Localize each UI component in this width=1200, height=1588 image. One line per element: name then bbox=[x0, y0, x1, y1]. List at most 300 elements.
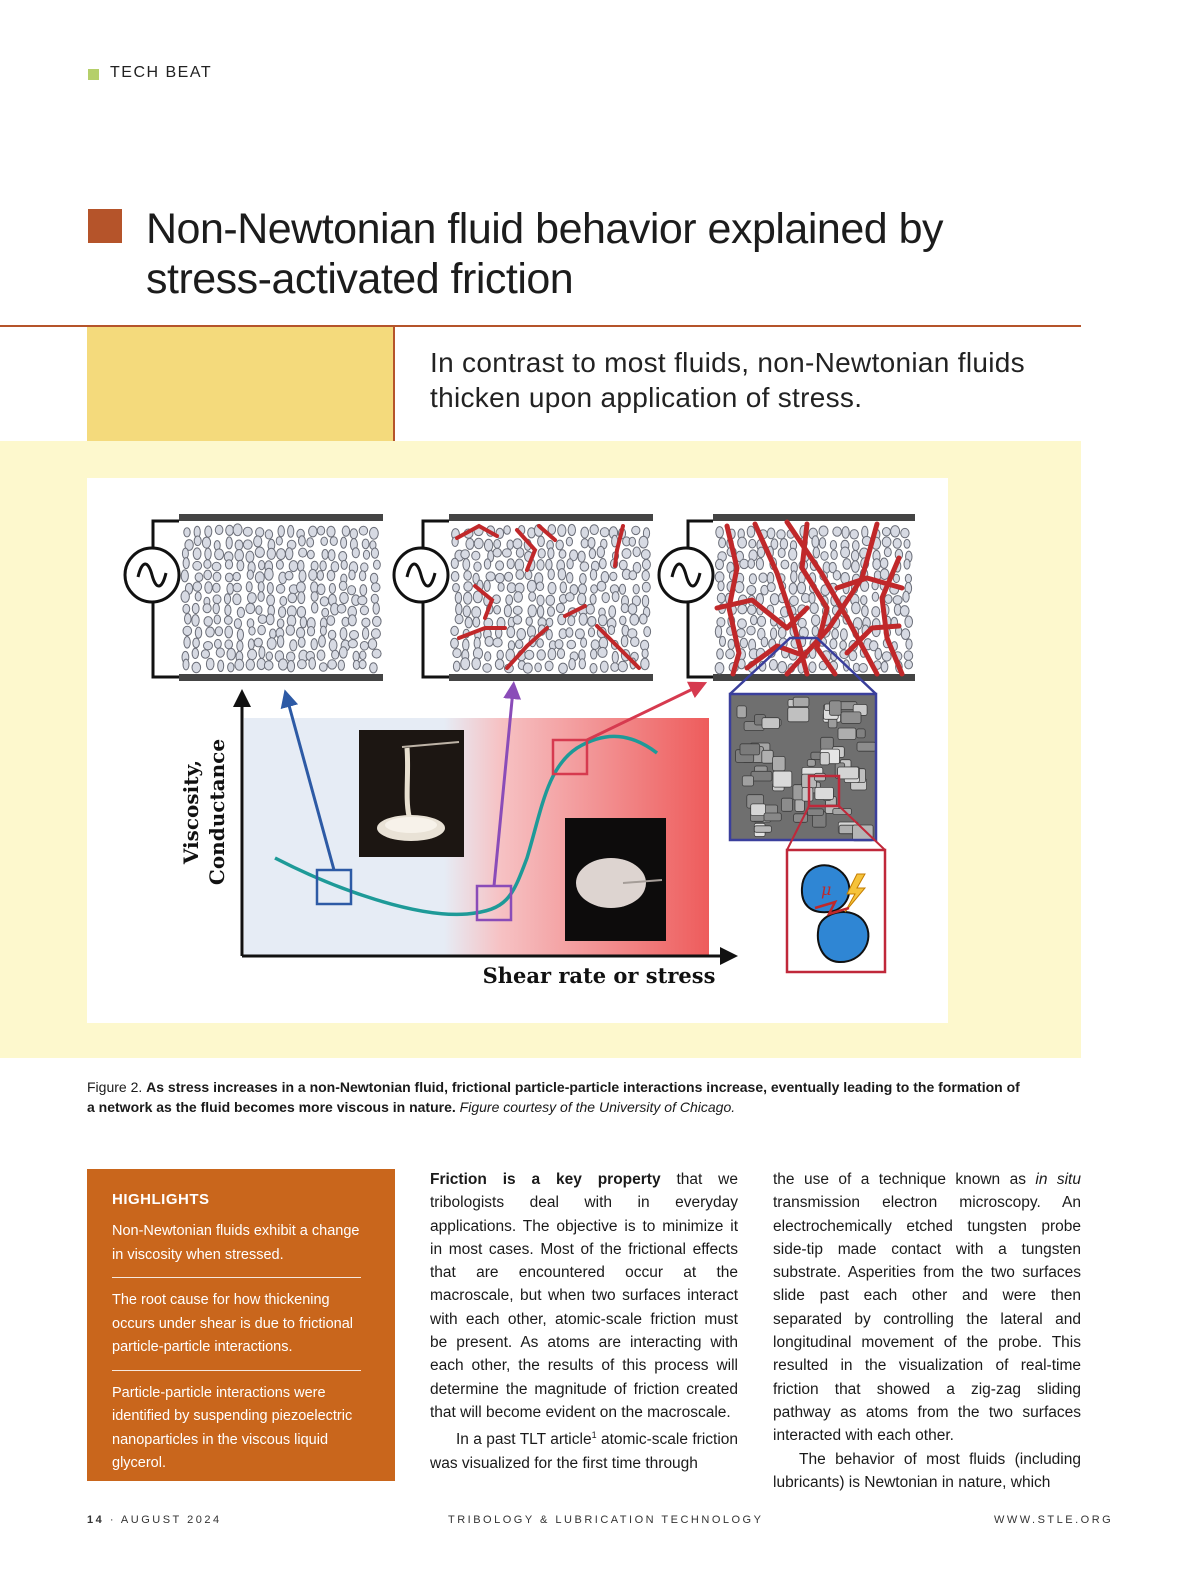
ac-source-icon bbox=[394, 548, 448, 602]
particle bbox=[749, 574, 756, 584]
particle bbox=[451, 626, 459, 635]
particle bbox=[225, 605, 231, 616]
caption-credit: Figure courtesy of the University of Chicago. bbox=[459, 1099, 736, 1115]
particle bbox=[300, 617, 306, 628]
particle bbox=[548, 569, 554, 580]
particle bbox=[581, 638, 587, 647]
particle bbox=[194, 536, 201, 546]
particle bbox=[528, 605, 536, 617]
page-number: 14 bbox=[87, 1514, 105, 1526]
particle bbox=[361, 563, 368, 572]
particle bbox=[246, 603, 255, 613]
particle bbox=[339, 581, 347, 590]
particle bbox=[575, 629, 584, 639]
particle bbox=[234, 619, 241, 629]
sem-grain bbox=[751, 771, 772, 781]
particle bbox=[893, 596, 902, 605]
particle bbox=[235, 550, 244, 562]
particle bbox=[464, 592, 472, 604]
section-marker bbox=[88, 69, 99, 80]
particle bbox=[464, 582, 473, 592]
particle bbox=[830, 541, 836, 550]
particle bbox=[233, 572, 240, 580]
particle bbox=[600, 528, 609, 537]
particle bbox=[349, 570, 355, 580]
particle bbox=[579, 613, 587, 625]
particle bbox=[535, 663, 542, 672]
particle bbox=[341, 537, 347, 548]
particle bbox=[237, 560, 244, 571]
particle bbox=[193, 561, 202, 570]
particle bbox=[328, 630, 335, 639]
particle bbox=[359, 526, 367, 535]
particle bbox=[507, 540, 513, 549]
particle bbox=[362, 539, 369, 549]
particle bbox=[813, 547, 819, 558]
particle bbox=[453, 661, 460, 671]
particle bbox=[206, 627, 215, 637]
particle bbox=[184, 528, 190, 537]
particle bbox=[215, 525, 223, 534]
particle bbox=[515, 559, 524, 571]
particle bbox=[590, 664, 597, 674]
particle bbox=[255, 572, 264, 584]
particle bbox=[809, 662, 816, 673]
particle bbox=[212, 562, 221, 571]
particle bbox=[493, 548, 501, 557]
particle bbox=[255, 547, 264, 557]
particle bbox=[337, 604, 346, 613]
particle bbox=[537, 595, 544, 606]
particle bbox=[370, 573, 377, 583]
particle bbox=[214, 615, 220, 624]
particle bbox=[362, 618, 370, 627]
particle bbox=[290, 640, 297, 651]
particle bbox=[537, 560, 544, 571]
footer-publication: TRIBOLOGY & LUBRICATION TECHNOLOGY bbox=[448, 1514, 764, 1526]
particle bbox=[328, 550, 335, 561]
particle bbox=[591, 585, 598, 593]
particle bbox=[474, 538, 483, 548]
particle bbox=[329, 639, 337, 651]
particle bbox=[893, 539, 901, 549]
particle bbox=[465, 617, 472, 628]
particle bbox=[747, 626, 755, 635]
y-axis-label-2: Conductance bbox=[205, 738, 229, 886]
particle bbox=[560, 582, 566, 593]
particle bbox=[904, 651, 913, 661]
particle bbox=[789, 583, 797, 594]
particle bbox=[618, 661, 627, 671]
particle bbox=[529, 592, 536, 601]
article-deck: In contrast to most fluids, non-Newtonian fluids thicken upon application of stress. bbox=[430, 347, 1025, 413]
particle bbox=[781, 560, 789, 569]
particle bbox=[740, 559, 749, 568]
particle bbox=[299, 536, 306, 546]
particle bbox=[859, 664, 867, 673]
particle bbox=[590, 594, 596, 604]
particle bbox=[789, 548, 797, 560]
particle bbox=[493, 638, 502, 647]
particle bbox=[831, 550, 837, 559]
particle bbox=[182, 548, 188, 559]
particle bbox=[715, 572, 724, 582]
particle bbox=[777, 530, 785, 539]
particle bbox=[821, 552, 828, 561]
particle bbox=[258, 582, 264, 592]
particle bbox=[192, 603, 199, 613]
particle bbox=[368, 639, 376, 650]
particle bbox=[904, 539, 910, 548]
particle bbox=[297, 628, 305, 638]
particle bbox=[715, 626, 721, 638]
particle bbox=[286, 548, 293, 560]
particle bbox=[841, 629, 848, 641]
particle bbox=[327, 526, 335, 537]
body-paragraph: In a past TLT article$^1$ atomic-scale friction was visualized for the first time through bbox=[430, 1430, 739, 1472]
particle bbox=[254, 536, 262, 547]
body-paragraph: The behavior of most fluids (including lubricants) is Newtonian in nature, which bbox=[773, 1450, 1081, 1491]
highlights-title: HIGHLIGHTS bbox=[112, 1191, 210, 1208]
particle bbox=[279, 607, 286, 618]
particle bbox=[717, 593, 725, 603]
particle bbox=[233, 583, 241, 592]
particle bbox=[321, 537, 328, 545]
particle bbox=[875, 648, 882, 659]
particle bbox=[597, 546, 604, 557]
particle bbox=[205, 548, 211, 560]
particle bbox=[631, 637, 639, 646]
particle bbox=[906, 639, 912, 649]
particle bbox=[317, 571, 323, 581]
particle bbox=[797, 582, 805, 593]
title-square bbox=[88, 209, 122, 243]
figure-caption bbox=[87, 1077, 1027, 1117]
particle bbox=[213, 572, 221, 581]
particle bbox=[322, 550, 328, 560]
particle bbox=[320, 597, 328, 606]
particle bbox=[905, 574, 911, 583]
particle bbox=[267, 638, 276, 650]
particle bbox=[463, 639, 469, 651]
sem-grain bbox=[815, 787, 834, 799]
particle bbox=[812, 615, 820, 626]
particle bbox=[567, 559, 573, 569]
particle bbox=[759, 573, 767, 582]
particle bbox=[185, 614, 192, 625]
particle bbox=[246, 659, 254, 670]
particle bbox=[193, 638, 200, 648]
particle bbox=[629, 571, 637, 580]
particle bbox=[213, 603, 219, 614]
particle bbox=[371, 583, 380, 592]
particle bbox=[371, 548, 378, 558]
sem-grain bbox=[807, 809, 823, 816]
particle bbox=[556, 540, 563, 550]
particle bbox=[628, 604, 637, 615]
particle bbox=[756, 558, 763, 570]
particle bbox=[183, 558, 189, 569]
low-shear-photo bbox=[359, 730, 464, 857]
sem-grain bbox=[751, 804, 766, 816]
sem-grain bbox=[742, 776, 753, 786]
particle bbox=[267, 548, 275, 559]
particle bbox=[456, 603, 462, 615]
particle bbox=[363, 550, 369, 559]
particle bbox=[600, 661, 608, 672]
particle bbox=[213, 583, 220, 592]
particle bbox=[536, 582, 543, 591]
particle bbox=[718, 581, 724, 591]
particle bbox=[901, 528, 909, 537]
particle bbox=[589, 549, 595, 559]
particle bbox=[578, 593, 586, 605]
particle bbox=[371, 629, 380, 639]
particle bbox=[327, 570, 335, 580]
particle bbox=[880, 569, 889, 580]
particle bbox=[358, 596, 367, 605]
particle bbox=[621, 604, 628, 613]
particle bbox=[181, 570, 188, 582]
particle bbox=[248, 639, 254, 650]
particle bbox=[608, 626, 614, 635]
particle bbox=[904, 559, 910, 569]
particle bbox=[830, 639, 837, 649]
particle bbox=[538, 549, 545, 558]
particle bbox=[215, 549, 224, 560]
particle bbox=[819, 538, 825, 549]
sem-grain bbox=[821, 737, 834, 750]
particle bbox=[630, 614, 639, 625]
particle bbox=[853, 541, 860, 551]
particle bbox=[472, 607, 481, 618]
particle bbox=[798, 618, 806, 627]
particle bbox=[644, 627, 651, 637]
particle bbox=[566, 537, 572, 546]
particle bbox=[619, 560, 627, 570]
particle bbox=[227, 648, 235, 660]
particle bbox=[737, 629, 746, 638]
particle bbox=[203, 604, 211, 613]
particle bbox=[498, 583, 504, 592]
sem-grain bbox=[838, 728, 856, 740]
particle bbox=[751, 615, 758, 624]
particle bbox=[590, 525, 598, 535]
particle bbox=[819, 526, 828, 536]
particle bbox=[505, 572, 513, 581]
issue-date: · AUGUST 2024 bbox=[109, 1514, 222, 1526]
highlights-box bbox=[87, 1169, 395, 1481]
particle bbox=[226, 525, 234, 535]
particle bbox=[287, 652, 295, 661]
particle bbox=[597, 581, 606, 591]
sem-grain bbox=[762, 750, 773, 763]
particle bbox=[504, 526, 511, 535]
particle bbox=[258, 592, 264, 602]
particle bbox=[546, 559, 552, 570]
sem-grain bbox=[737, 706, 746, 718]
particle bbox=[719, 538, 726, 548]
particle bbox=[267, 583, 273, 594]
particle bbox=[738, 537, 747, 548]
particle bbox=[233, 594, 241, 605]
particle bbox=[514, 592, 523, 603]
particle bbox=[840, 641, 847, 650]
particle bbox=[833, 571, 840, 580]
particle bbox=[363, 628, 369, 640]
deck-rule bbox=[393, 327, 395, 441]
particle bbox=[852, 561, 860, 573]
particle bbox=[767, 528, 775, 539]
particle bbox=[243, 540, 252, 549]
particle bbox=[791, 571, 797, 583]
particle bbox=[370, 663, 378, 673]
particle bbox=[225, 573, 233, 582]
sem-grain bbox=[807, 760, 815, 767]
sem-grain bbox=[781, 798, 792, 811]
particle bbox=[850, 530, 858, 539]
particle bbox=[884, 548, 891, 557]
particle bbox=[360, 585, 367, 596]
particle bbox=[516, 570, 524, 580]
particle bbox=[812, 536, 819, 548]
particle bbox=[374, 560, 381, 569]
particle bbox=[309, 526, 317, 537]
particle bbox=[243, 527, 252, 536]
particle bbox=[339, 647, 347, 658]
particle bbox=[286, 625, 294, 635]
particle bbox=[202, 537, 210, 548]
particle bbox=[757, 616, 765, 626]
particle bbox=[348, 640, 357, 648]
particle bbox=[224, 594, 230, 604]
particle bbox=[642, 582, 650, 592]
particle bbox=[461, 550, 470, 559]
particle bbox=[264, 661, 273, 670]
particle bbox=[330, 537, 337, 546]
particle bbox=[548, 607, 555, 617]
particle bbox=[360, 642, 368, 651]
particle bbox=[233, 524, 242, 536]
particle bbox=[288, 525, 294, 537]
particle bbox=[880, 558, 888, 568]
particle bbox=[496, 561, 504, 570]
particle bbox=[195, 627, 201, 638]
particle bbox=[525, 650, 534, 659]
particle bbox=[278, 526, 284, 537]
particle bbox=[218, 660, 224, 671]
particle bbox=[580, 562, 589, 571]
particle bbox=[780, 539, 787, 550]
footnote-reference[interactable]: 1 bbox=[591, 1430, 597, 1441]
particle bbox=[591, 640, 599, 650]
particle bbox=[598, 647, 607, 657]
particle bbox=[256, 606, 262, 615]
body-column-3 bbox=[773, 1168, 1081, 1494]
particle bbox=[228, 663, 234, 672]
particle bbox=[504, 605, 511, 617]
particle bbox=[215, 639, 222, 648]
particle bbox=[590, 569, 596, 580]
particle bbox=[579, 584, 587, 594]
particle bbox=[494, 540, 501, 549]
particle bbox=[192, 662, 201, 672]
particle bbox=[328, 660, 337, 669]
particle bbox=[526, 617, 532, 625]
particle bbox=[633, 585, 639, 594]
particle bbox=[747, 586, 756, 595]
particle bbox=[265, 568, 274, 580]
particle bbox=[507, 583, 516, 593]
particle bbox=[537, 606, 543, 618]
highlight-item: The root cause for how thickening occurs under shear is due to frictional particle-particle interactions. bbox=[112, 1289, 361, 1371]
particle bbox=[566, 628, 573, 637]
ac-source-icon bbox=[125, 548, 179, 602]
particle bbox=[309, 569, 317, 580]
particle bbox=[619, 584, 625, 594]
particle bbox=[319, 663, 327, 672]
particle bbox=[350, 631, 359, 640]
particle bbox=[297, 607, 305, 618]
particle bbox=[453, 649, 461, 658]
particle bbox=[778, 662, 787, 673]
particle bbox=[342, 526, 349, 536]
particle bbox=[464, 571, 472, 580]
particle bbox=[329, 584, 335, 594]
particle bbox=[726, 649, 735, 658]
particle bbox=[192, 615, 199, 627]
particle bbox=[497, 650, 503, 659]
particle bbox=[833, 527, 842, 536]
particle bbox=[579, 659, 585, 669]
particle bbox=[548, 548, 554, 559]
particle bbox=[193, 548, 201, 560]
particle bbox=[537, 639, 544, 648]
particle bbox=[320, 561, 326, 571]
particle bbox=[473, 617, 480, 627]
footer-website[interactable]: WWW.STLE.ORG bbox=[994, 1514, 1114, 1526]
particle bbox=[353, 651, 359, 661]
particle bbox=[612, 592, 619, 602]
particle bbox=[612, 651, 618, 663]
particle bbox=[513, 539, 522, 549]
particle bbox=[494, 606, 501, 615]
lead-in: Friction is a key property bbox=[430, 1171, 661, 1188]
particle bbox=[809, 593, 815, 604]
particle bbox=[586, 604, 594, 614]
particle bbox=[373, 603, 379, 614]
caption-bold: As stress increases in a non-Newtonian fluid, frictional particle-particle interactions increase, eventually leading to the formation of a network as the fluid becomes more viscous in nature. bbox=[87, 1079, 1020, 1115]
particle bbox=[352, 548, 359, 558]
body-column-2 bbox=[430, 1168, 738, 1475]
particle bbox=[903, 591, 909, 602]
particle bbox=[545, 661, 553, 671]
particle bbox=[588, 617, 596, 627]
particle bbox=[507, 559, 514, 569]
particle bbox=[258, 615, 267, 624]
particle bbox=[201, 650, 209, 658]
particle bbox=[298, 637, 305, 647]
particle bbox=[225, 626, 233, 638]
particle bbox=[901, 629, 909, 640]
particle bbox=[288, 593, 297, 603]
x-axis-label: Shear rate or stress bbox=[482, 963, 716, 988]
section-label: TECH BEAT bbox=[110, 64, 213, 81]
particle bbox=[259, 647, 265, 659]
particle bbox=[466, 538, 474, 549]
particle bbox=[569, 659, 576, 670]
particle bbox=[287, 661, 294, 672]
